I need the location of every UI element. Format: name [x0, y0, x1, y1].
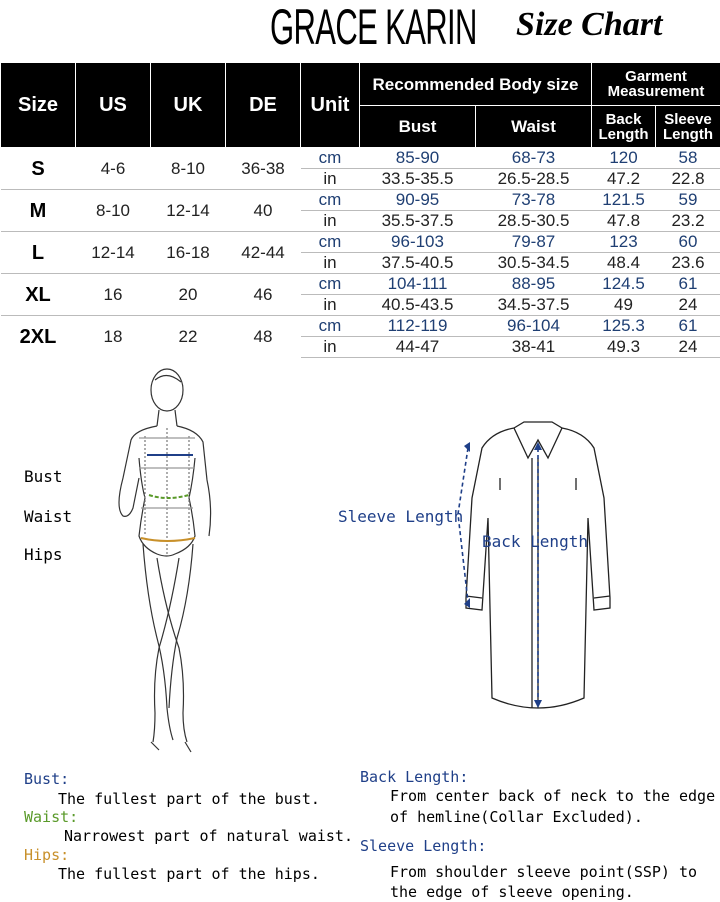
sleeve-length-cell: 23.2 — [656, 211, 720, 232]
back-length-cell: 49.3 — [592, 337, 656, 358]
bust-cell: 40.5-43.5 — [360, 295, 476, 316]
sleeve-length-cell: 24 — [656, 295, 720, 316]
definition-text-waist: Narrowest part of natural waist. — [64, 827, 353, 845]
size-cell: S — [1, 148, 76, 190]
waist-cell: 88-95 — [476, 274, 592, 295]
bust-cell: 33.5-35.5 — [360, 169, 476, 190]
header-back-length: Back Length — [592, 106, 656, 148]
back-length-cell: 47.2 — [592, 169, 656, 190]
header-uk: UK — [151, 63, 226, 148]
sleeve-length-cell: 24 — [656, 337, 720, 358]
bust-cell: 37.5-40.5 — [360, 253, 476, 274]
brand-logo: GRACE KARIN — [270, 0, 477, 55]
unit-cell: in — [301, 169, 360, 190]
us-cell: 12-14 — [76, 232, 151, 274]
de-cell: 36-38 — [226, 148, 301, 190]
header-garment-measurement: Garment Measurement — [592, 63, 720, 106]
us-cell: 18 — [76, 316, 151, 358]
back-length-cell: 124.5 — [592, 274, 656, 295]
back-length-cell: 47.8 — [592, 211, 656, 232]
definition-title-waist: Waist: — [24, 808, 79, 826]
header-de: DE — [226, 63, 301, 148]
figure-label-sleeve-length: Sleeve Length — [338, 507, 464, 526]
sleeve-length-cell: 58 — [656, 148, 720, 169]
definition-text-hips: The fullest part of the hips. — [58, 865, 320, 883]
unit-cell: in — [301, 337, 360, 358]
sleeve-length-cell: 23.6 — [656, 253, 720, 274]
back-length-cell: 48.4 — [592, 253, 656, 274]
definition-title-bust: Bust: — [24, 770, 70, 788]
sleeve-length-cell: 60 — [656, 232, 720, 253]
bust-cell: 85-90 — [360, 148, 476, 169]
de-cell: 48 — [226, 316, 301, 358]
uk-cell: 8-10 — [151, 148, 226, 190]
uk-cell: 20 — [151, 274, 226, 316]
size-cell: XL — [1, 274, 76, 316]
figure-label-back-length: Back Length — [482, 532, 588, 551]
uk-cell: 22 — [151, 316, 226, 358]
bust-cell: 112-119 — [360, 316, 476, 337]
sleeve-length-cell: 61 — [656, 274, 720, 295]
header-bust: Bust — [360, 106, 476, 148]
waist-cell: 38-41 — [476, 337, 592, 358]
bust-cell: 104-111 — [360, 274, 476, 295]
definition-text-sleeve-length-line2: the edge of sleeve opening. — [390, 883, 634, 901]
table-row — [1, 316, 720, 337]
header-unit: Unit — [301, 63, 360, 148]
figure-label-bust: Bust — [24, 467, 63, 486]
bust-cell: 96-103 — [360, 232, 476, 253]
waist-cell: 26.5-28.5 — [476, 169, 592, 190]
definition-title-hips: Hips: — [24, 846, 70, 864]
back-length-cell: 123 — [592, 232, 656, 253]
header-recommended-body-size: Recommended Body size — [360, 63, 592, 106]
de-cell: 40 — [226, 190, 301, 232]
uk-cell: 12-14 — [151, 190, 226, 232]
waist-cell: 96-104 — [476, 316, 592, 337]
waist-cell: 79-87 — [476, 232, 592, 253]
table-row — [1, 190, 720, 211]
header — [0, 0, 720, 62]
size-cell: M — [1, 190, 76, 232]
uk-cell: 16-18 — [151, 232, 226, 274]
size-rows — [1, 148, 720, 358]
back-length-cell: 121.5 — [592, 190, 656, 211]
us-cell: 4-6 — [76, 148, 151, 190]
shirt-dress-illustration — [452, 418, 622, 718]
waist-cell: 68-73 — [476, 148, 592, 169]
header-waist: Waist — [476, 106, 592, 148]
unit-cell: in — [301, 253, 360, 274]
waist-cell: 34.5-37.5 — [476, 295, 592, 316]
definition-text-back-length-line1: From center back of neck to the edge — [390, 787, 716, 805]
figure-label-waist: Waist — [24, 507, 73, 526]
back-length-cell: 120 — [592, 148, 656, 169]
waist-cell: 30.5-34.5 — [476, 253, 592, 274]
sleeve-length-cell: 59 — [656, 190, 720, 211]
size-cell: L — [1, 232, 76, 274]
unit-cell: cm — [301, 232, 360, 253]
definition-title-back-length: Back Length: — [360, 768, 469, 786]
unit-cell: cm — [301, 148, 360, 169]
header-sleeve-length: Sleeve Length — [656, 106, 720, 148]
size-chart-table — [0, 62, 720, 358]
body-figure-illustration — [95, 368, 255, 758]
definition-text-bust: The fullest part of the bust. — [58, 790, 320, 808]
bust-cell: 90-95 — [360, 190, 476, 211]
definition-title-sleeve-length: Sleeve Length: — [360, 837, 487, 855]
sleeve-length-cell: 22.8 — [656, 169, 720, 190]
unit-cell: cm — [301, 190, 360, 211]
back-length-cell: 49 — [592, 295, 656, 316]
table-row — [1, 148, 720, 169]
table-row — [1, 232, 720, 253]
definition-text-back-length-line2: of hemline(Collar Excluded). — [390, 808, 643, 826]
waist-cell: 73-78 — [476, 190, 592, 211]
unit-cell: in — [301, 295, 360, 316]
sleeve-length-cell: 61 — [656, 316, 720, 337]
bust-cell: 44-47 — [360, 337, 476, 358]
us-cell: 8-10 — [76, 190, 151, 232]
chart-title: Size Chart — [516, 6, 663, 43]
unit-cell: cm — [301, 316, 360, 337]
back-length-cell: 125.3 — [592, 316, 656, 337]
de-cell: 42-44 — [226, 232, 301, 274]
figure-label-hips: Hips — [24, 545, 63, 564]
definition-text-sleeve-length-line1: From shoulder sleeve point(SSP) to — [390, 863, 698, 881]
de-cell: 46 — [226, 274, 301, 316]
header-size: Size — [1, 63, 76, 148]
bust-cell: 35.5-37.5 — [360, 211, 476, 232]
us-cell: 16 — [76, 274, 151, 316]
unit-cell: in — [301, 211, 360, 232]
table-row — [1, 274, 720, 295]
size-cell: 2XL — [1, 316, 76, 358]
waist-cell: 28.5-30.5 — [476, 211, 592, 232]
unit-cell: cm — [301, 274, 360, 295]
header-us: US — [76, 63, 151, 148]
